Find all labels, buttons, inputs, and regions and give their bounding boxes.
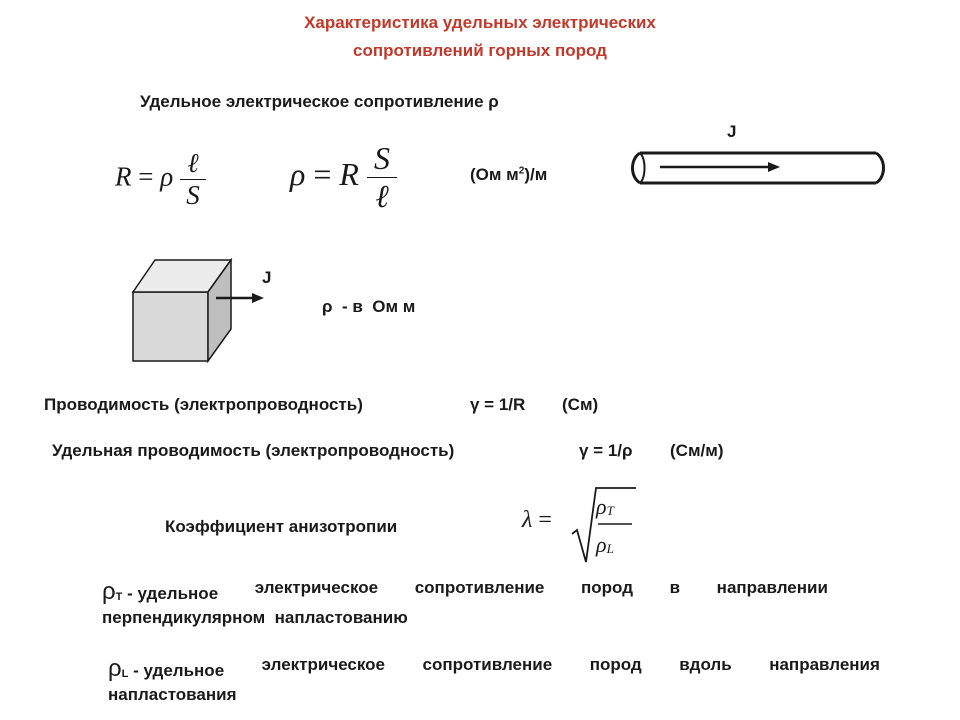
rho-l-definition [108, 655, 880, 705]
anisotropy-denominator [596, 532, 614, 558]
anisotropy-numerator [596, 494, 614, 520]
anisotropy-label: Коэффициент анизотропии [165, 517, 398, 536]
formula-r-eq: = [138, 161, 154, 192]
formula-rho-r: R [339, 155, 359, 192]
cylinder-left-cap-inner [640, 153, 645, 183]
formula-r-fraction [180, 148, 206, 211]
anisotropy-num-sub: T [606, 503, 614, 518]
anisotropy-lambda [522, 507, 552, 534]
rho-t-symbol: ρ [102, 578, 116, 605]
formula-rho-fraction [367, 140, 397, 215]
rho-l-line-1 [108, 655, 880, 683]
formula-r-lhs: R [115, 161, 132, 192]
rho-t-definition [102, 578, 828, 628]
rho-t-sub: T [115, 591, 123, 603]
rho-t-word-2: электрическое [254, 578, 379, 597]
rho-l-word-2: электрическое [261, 655, 386, 674]
rho-t-word-5: в [669, 578, 681, 597]
rho-t-word-6: направлении [716, 578, 828, 597]
rho-t-line-1 [102, 578, 828, 606]
cylinder-arrow-head [768, 162, 780, 172]
rho-l-sub: L [121, 668, 129, 680]
cube-diagram [128, 255, 278, 365]
formula-rho-den: ℓ [367, 177, 397, 215]
rho-l-word-4: пород [589, 655, 642, 674]
cube-arrow-head [252, 293, 264, 303]
anisotropy-lambda-symbol: λ [522, 507, 533, 533]
anisotropy-eq: = [538, 507, 552, 533]
rho-l-line-2: напластования [108, 685, 237, 704]
cylinder-left-cap [633, 153, 641, 183]
cube-front-face [133, 292, 208, 361]
specific-conductivity-formula: γ = 1/ρ [579, 441, 633, 460]
rho-l-word-5: вдоль [679, 655, 732, 674]
cube-unit: ρ - в Ом м [322, 297, 416, 316]
anisotropy-den-rho: ρ [596, 532, 607, 557]
rho-t-word-4: пород [581, 578, 633, 597]
rho-l-word-3: сопротивление [422, 655, 553, 674]
formula-resistance [115, 148, 206, 211]
rho-t-line-2: перпендикулярном напластованию [102, 608, 408, 627]
conductivity-formula: γ = 1/R [470, 395, 526, 414]
resistivity-heading: Удельное электрическое сопротивление ρ [140, 92, 499, 111]
conductivity-label: Проводимость (электропроводность) [44, 395, 363, 414]
cylinder-unit [470, 165, 547, 185]
cylinder-current-label: J [727, 122, 737, 141]
cylinder-unit-sup: 2 [518, 165, 525, 177]
specific-conductivity-unit: (См/м) [670, 441, 724, 460]
cylinder-unit-open: (Ом м [470, 165, 519, 184]
cylinder-unit-close: )/м [524, 165, 548, 184]
specific-conductivity-label: Удельная проводимость (электропроводность) [52, 441, 455, 460]
rho-l-word-6: направления [769, 655, 880, 674]
anisotropy-den-sub: L [606, 541, 614, 556]
formula-resistivity [290, 140, 397, 215]
conductivity-unit: (См) [562, 395, 599, 414]
rho-l-symbol: ρ [108, 655, 122, 682]
formula-r-den: S [180, 179, 206, 211]
rho-t-symbol-group [102, 578, 218, 606]
anisotropy-num-rho: ρ [596, 494, 607, 519]
formula-rho-num: S [373, 140, 390, 176]
rho-l-word-1: - удельное [133, 661, 225, 680]
title-line-1: Характеристика удельных электрических [304, 13, 656, 32]
rho-t-word-1: - удельное [127, 584, 219, 603]
formula-r-rho: ρ [160, 161, 174, 192]
cylinder-right-cap [876, 153, 884, 183]
cylinder-diagram [628, 145, 888, 195]
rho-l-symbol-group [108, 655, 224, 683]
formula-r-num: ℓ [187, 148, 199, 178]
rho-t-word-3: сопротивление [414, 578, 545, 597]
title-line-2: сопротивлений горных пород [353, 41, 607, 60]
formula-rho-eq: = [313, 155, 332, 192]
formula-rho-lhs: ρ [290, 155, 306, 192]
cube-current-label: J [262, 268, 272, 287]
